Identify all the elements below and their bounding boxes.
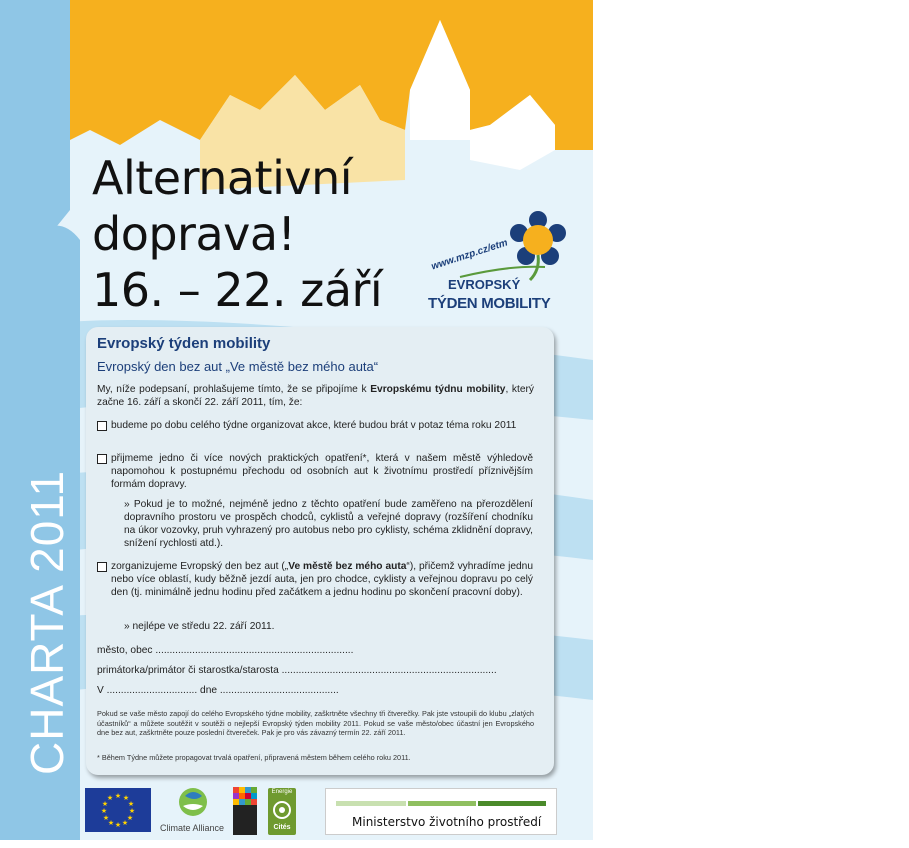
field-city[interactable]: město, obec ...................................................................... — [97, 645, 354, 656]
footnote-participation: Pokud se vaše město zapojí do celého Evropského týdne mobility, zaškrtněte všechny tři čtverečky. Pak jste vstoupili do klubu „zlatých účastníků“ a můžete soutěžit v soutěži o nejlepší Evropský týden mobility 2011. Pokud se vaše město/obec účastní jen Evropského dne bez aut, zaškrtněte pouze poslední čtvereček. Pak je pro vás závazný termín 22. září 2011. — [97, 709, 534, 737]
svg-text:★: ★ — [114, 792, 122, 800]
svg-text:★: ★ — [127, 800, 135, 808]
charter-intro — [97, 383, 534, 409]
svg-text:★: ★ — [128, 807, 136, 815]
headline-line-1: Alternativní — [92, 151, 353, 205]
energie-cites-logo — [268, 788, 296, 835]
svg-text:★: ★ — [107, 819, 115, 827]
checkbox-item-2[interactable] — [97, 454, 107, 464]
item-2-bullet: » Pokud je to možné, nejméně jedno z těchto opatření bude zaměřeno na přerozdělení dopravního prostoru ve prospěch chodců, cyklistů a veřejné dopravy (rozšíření chodníku na úkor vozovky, pruh vyhrazený pro autobus nebo pro cyklisty, schéma zklidnění dopravy, snížení rychlosti atd.). — [124, 499, 533, 549]
energie-label: Energie — [271, 789, 293, 795]
item-1-text: budeme po dobu celého týdne organizovat akce, které budou brát v potaz téma roku 2011 — [111, 420, 517, 431]
item-3-text-b: “), přičemž vyhradíme jednu nebo více oblastí, kudy běžně jezdí auta, jen pro chodce, cyklisty a veřejnou dopravu po celý den (tj. minimálně jednu hodinu před začátkem a jednu hodinu po skončení pracovní doby). — [111, 561, 533, 598]
svg-text:★: ★ — [126, 814, 134, 822]
item-3-bold: Ve městě bez mého auta — [288, 561, 407, 572]
svg-text:★: ★ — [121, 819, 129, 827]
svg-text:★: ★ — [100, 807, 108, 815]
ministry-label: Ministerstvo životního prostředí — [352, 815, 542, 829]
ministry-bars — [336, 801, 546, 807]
item-3-bullet: » nejlépe ve středu 22. září 2011. — [124, 621, 275, 632]
svg-text:★: ★ — [102, 814, 110, 822]
side-title: CHARTA 2011 — [21, 469, 73, 775]
charter-subtitle: Evropský den bez aut „Ve městě bez mého auta“ — [97, 359, 379, 374]
svg-text:★: ★ — [106, 794, 114, 802]
intro-bold: Evropskému týdnu mobility — [370, 384, 506, 395]
field-place-date[interactable]: V ................................ dne .......................................... — [97, 685, 339, 696]
climate-alliance-label: Climate Alliance — [160, 823, 225, 833]
svg-text:★: ★ — [122, 794, 130, 802]
spiral-icon — [268, 800, 296, 820]
checkbox-item-1[interactable] — [97, 421, 107, 431]
ministry-logo — [325, 788, 557, 835]
item-3-text — [111, 560, 533, 599]
field-mayor[interactable]: primátorka/primátor či starostka/starosta ............................................................................ — [97, 665, 497, 676]
svg-text:★: ★ — [101, 800, 109, 808]
svg-text:★: ★ — [114, 821, 122, 829]
headline — [92, 150, 382, 318]
charter-title: Evropský týden mobility — [97, 335, 271, 352]
charter-panel — [86, 327, 554, 775]
headline-line-2: doprava! — [92, 207, 296, 261]
checkbox-item-3[interactable] — [97, 562, 107, 572]
item-2-text: přijmeme jedno či více nových praktických opatření*, která v našem městě výhledově napomohou k postupnému přechodu od osobních aut k životnímu prostředí příznivějším formám dopravy. — [111, 453, 533, 490]
footnote-measures: * Během Týdne můžete propagovat trvalá opatření, připravená městem během celého roku 2011. — [97, 753, 411, 762]
energie-sub-label: Cités — [273, 824, 291, 831]
partner-logos — [0, 783, 593, 840]
intro-text-b: , který začne 16. září a skončí 22. září 2011, tím, že: — [97, 384, 534, 408]
eu-flag-icon — [85, 788, 151, 832]
headline-line-3: 16. – 22. září — [92, 263, 383, 317]
logo-text-line-2: TÝDEN MOBILITY — [428, 295, 551, 312]
logo-text-line-1: EVROPSKÝ — [448, 277, 521, 292]
eurocities-icon — [233, 787, 257, 835]
logo-url: www.mzp.cz/etm — [430, 237, 510, 273]
climate-alliance-icon — [175, 786, 211, 818]
intro-text-a: My, níže podepsaní, prohlašujeme tímto, že se připojíme k — [97, 384, 371, 395]
item-3-text-a: zorganizujeme Evropský den bez aut („ — [111, 561, 289, 572]
